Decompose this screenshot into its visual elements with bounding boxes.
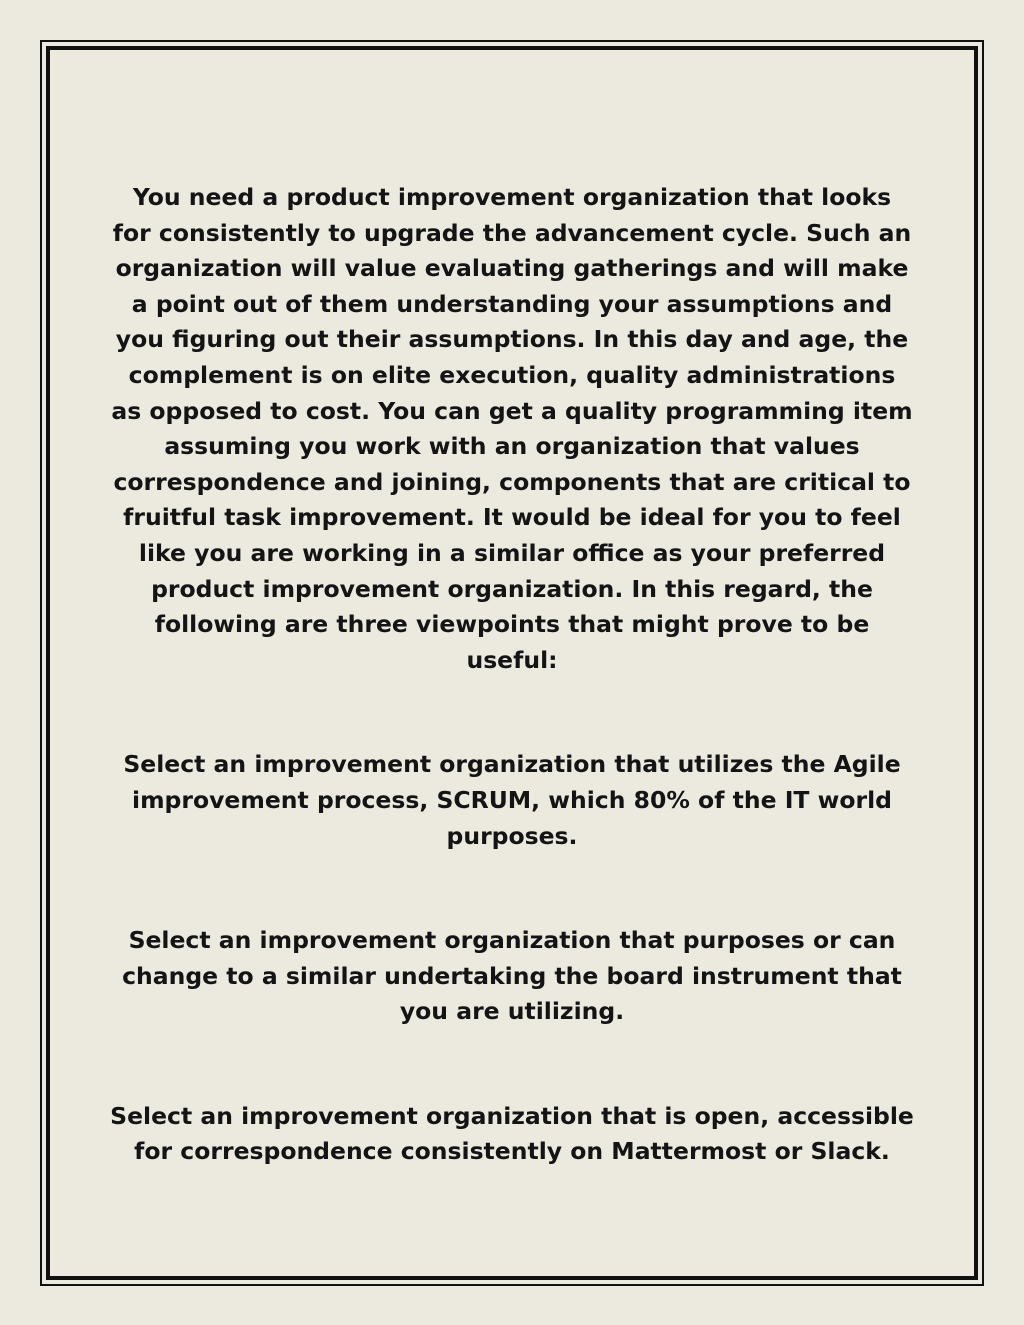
point-communication-paragraph: Select an improvement organization that is open, accessible for correspondence consistently on Mattermost or Slack. (110, 1101, 914, 1166)
point-agile-paragraph: Select an improvement organization that utilizes the Agile improvement process, SCRUM, which 80% of the IT world purposes. (123, 750, 901, 850)
intro-paragraph: You need a product improvement organization that looks for consistently to upgrade the advancement cycle. Such an organization will value evaluating gatherings and will make a point out of them understanding your assumptions and you figuring out their assumptions. In this day and age, the complement is on elite execution, quality administrations as opposed to cost. You can get a quality programming item assuming you work with an organization that values correspondence and joining, components that are critical to fruitful task improvement. It would be ideal for you to feel like you are working in a similar office as your preferred product improvement organization. In this regard, the following are three viewpoints that might prove to be useful: (111, 183, 913, 674)
point-tool-paragraph: Select an improvement organization that purposes or can change to a similar undertaking the board instrument that you are utilizing. (122, 926, 902, 1026)
document-body (110, 180, 914, 1170)
